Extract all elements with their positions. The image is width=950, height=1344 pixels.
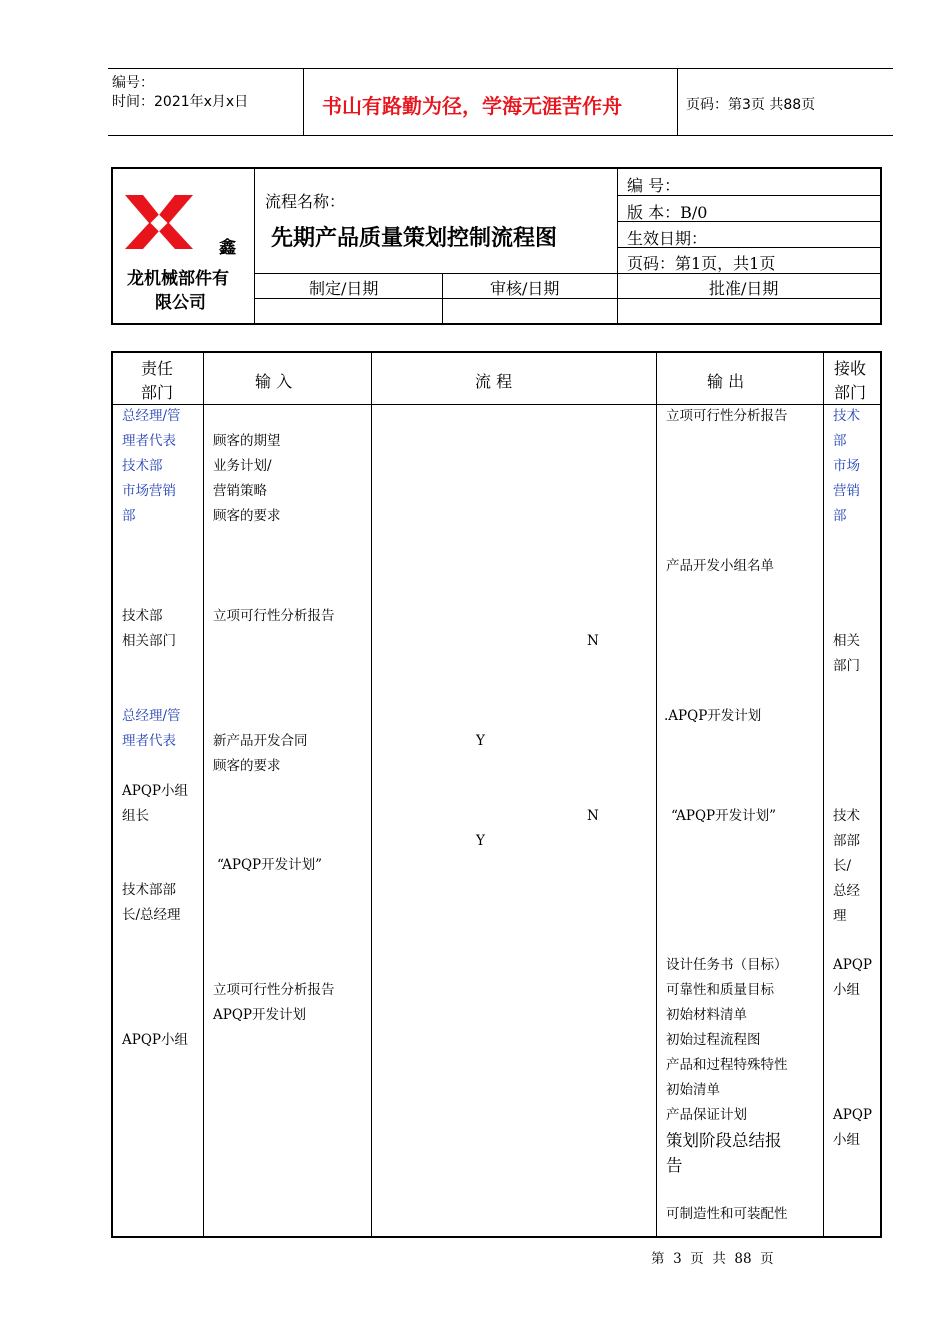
dept-text: APQP小组 xyxy=(122,1032,188,1048)
output-text: 初始清单 xyxy=(666,1082,720,1098)
flow-decision-yes: Y xyxy=(476,833,485,849)
output-text: 告 xyxy=(666,1156,683,1175)
output-text: “APQP开发计划” xyxy=(671,808,777,824)
receiver-text: 相关 xyxy=(833,633,860,649)
header-receiver-line2: 部门 xyxy=(834,383,867,402)
flow-table xyxy=(111,351,882,1238)
header-input: 输 入 xyxy=(255,372,293,391)
receiver-text: 长/ xyxy=(833,858,852,874)
header-dept-line1: 责任 xyxy=(141,359,174,378)
header-bottom-rule xyxy=(108,135,893,136)
output-text: 可制造性和可装配性 xyxy=(666,1206,788,1222)
review-date-label: 审核/日期 xyxy=(490,279,560,298)
dept-text: 总经理/管 xyxy=(122,408,181,424)
header-number-label: 编号： xyxy=(112,75,154,91)
approve-date-label: 批准/日期 xyxy=(709,279,779,298)
input-text: 顾客的要求 xyxy=(213,508,281,524)
company-name-line3: 限公司 xyxy=(155,293,206,313)
receiver-text: 总经 xyxy=(833,883,860,899)
flow-title: 先期产品质量策划控制流程图 xyxy=(271,225,558,251)
doc-effective-label: 生效日期： xyxy=(627,229,708,248)
flow-decision-yes: Y xyxy=(476,733,485,749)
doc-page-label: 页码：第1页，共1页 xyxy=(627,254,776,273)
output-text: 产品保证计划 xyxy=(666,1107,747,1123)
flow-decision-no: N xyxy=(587,808,599,824)
made-date-label: 制定/日期 xyxy=(309,279,379,298)
flow-decision-no: N xyxy=(587,633,599,649)
input-text: 顾客的要求 xyxy=(213,758,281,774)
receiver-text: 小组 xyxy=(833,1132,860,1148)
input-text: “APQP开发计划” xyxy=(217,857,323,873)
company-name-line1: 鑫 xyxy=(219,238,236,258)
header-receiver-line1: 接收 xyxy=(834,359,867,378)
input-text: 业务计划/ xyxy=(213,458,272,474)
input-text: 营销策略 xyxy=(213,483,267,499)
output-text: 设计任务书（目标） xyxy=(666,957,788,973)
receiver-text: 部 xyxy=(833,508,847,524)
dept-text: 部 xyxy=(122,508,136,524)
input-text: 顾客的期望 xyxy=(213,433,281,449)
company-name-line2: 龙机械部件有 xyxy=(127,269,229,289)
company-logo-icon xyxy=(123,191,195,251)
input-text: 立项可行性分析报告 xyxy=(213,608,335,624)
input-text: APQP开发计划 xyxy=(213,1007,306,1023)
flow-name-label: 流程名称： xyxy=(265,192,346,211)
doc-version-label: 版 本：B/0 xyxy=(627,203,708,222)
doc-number-label: 编 号： xyxy=(627,176,681,195)
dept-text: 理者代表 xyxy=(122,433,176,449)
output-text: 初始材料清单 xyxy=(666,1007,747,1023)
output-text: 初始过程流程图 xyxy=(666,1032,761,1048)
receiver-text: 理 xyxy=(833,908,847,924)
input-text: 新产品开发合同 xyxy=(213,733,308,749)
header-top-rule xyxy=(108,68,893,69)
receiver-text: 部部 xyxy=(833,833,860,849)
dept-text: 市场营销 xyxy=(122,483,176,499)
dept-text: 技术部部 xyxy=(122,882,176,898)
receiver-text: 部 xyxy=(833,433,847,449)
output-text: 产品开发小组名单 xyxy=(666,558,774,574)
header-process: 流 程 xyxy=(475,372,513,391)
input-text: 立项可行性分析报告 xyxy=(213,982,335,998)
header-dept-line2: 部门 xyxy=(141,383,174,402)
output-text: 可靠性和质量目标 xyxy=(666,982,774,998)
receiver-text: 技术 xyxy=(833,808,860,824)
receiver-text: 营销 xyxy=(833,483,860,499)
output-text: 立项可行性分析报告 xyxy=(666,408,788,424)
header-page-label: 页码：第3页 共88页 xyxy=(686,97,816,113)
header-divider xyxy=(677,68,678,136)
header-divider xyxy=(303,68,304,136)
receiver-text: 小组 xyxy=(833,982,860,998)
header-motto: 书山有路勤为径，学海无涯苦作舟 xyxy=(322,94,622,118)
document-info-box xyxy=(111,167,882,325)
dept-text: 理者代表 xyxy=(122,733,176,749)
dept-text: 技术部 xyxy=(122,458,163,474)
dept-text: 相关部门 xyxy=(122,633,176,649)
dept-text: 长/总经理 xyxy=(122,907,181,923)
receiver-text: 市场 xyxy=(833,458,860,474)
dept-text: 技术部 xyxy=(122,608,163,624)
dept-text: 总经理/管 xyxy=(122,708,181,724)
output-text: 产品和过程特殊特性 xyxy=(666,1057,788,1073)
receiver-text: 技术 xyxy=(833,408,860,424)
header-output: 输 出 xyxy=(707,372,745,391)
dept-text: 组长 xyxy=(122,808,149,824)
receiver-text: APQP xyxy=(833,957,872,973)
receiver-text: 部门 xyxy=(833,658,860,674)
header-time-label: 时间：2021年x月x日 xyxy=(112,94,249,110)
receiver-text: APQP xyxy=(833,1107,872,1123)
footer-page-number: 第 3 页 共 88 页 xyxy=(651,1251,774,1267)
output-text: .APQP开发计划 xyxy=(664,708,762,724)
output-text: 策划阶段总结报 xyxy=(666,1131,782,1150)
dept-text: APQP小组 xyxy=(122,783,188,799)
